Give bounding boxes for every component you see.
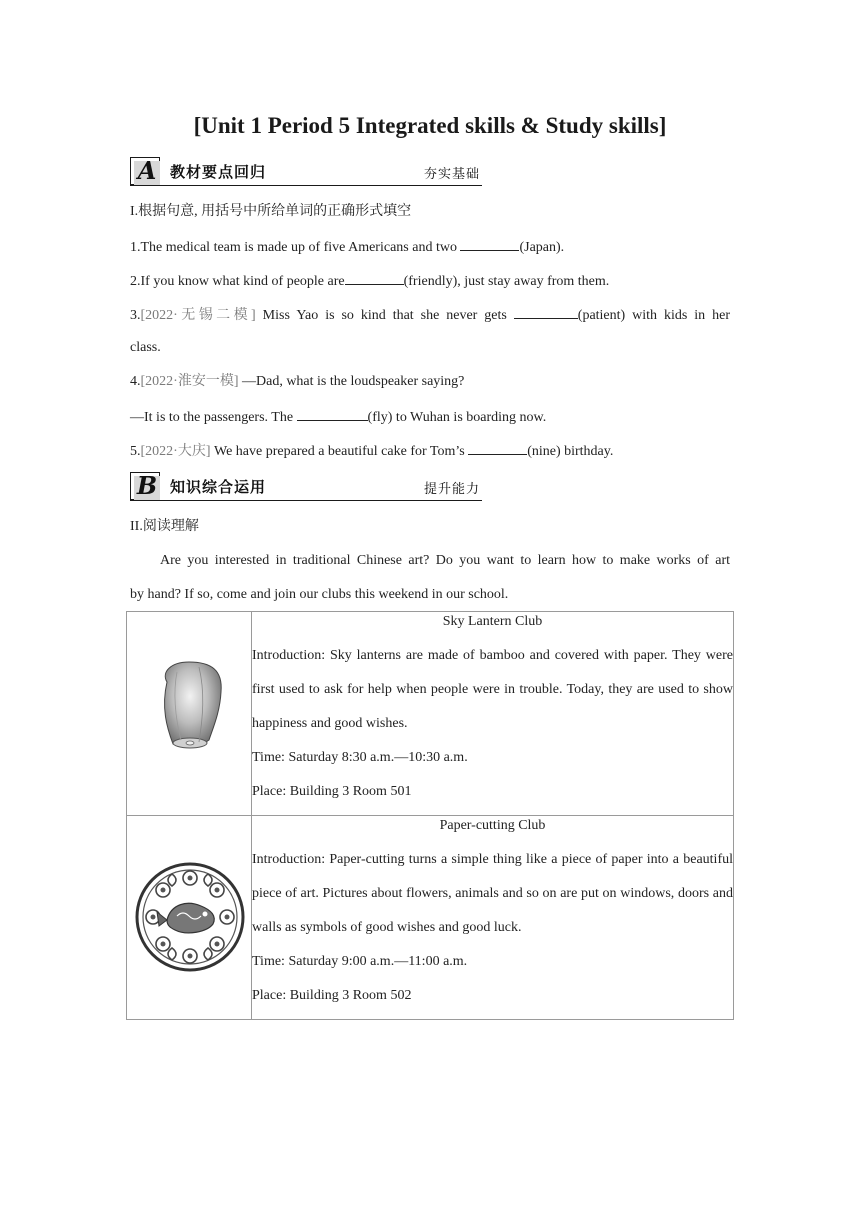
q1-blank [460,236,519,251]
club-introduction: Introduction: Paper-cutting turns a simple thing like a piece of paper into a beautiful piece of art. Pictures about flowers, animals and so on are put on windows, doors and walls as symbols of good wishes and good luck. [252,852,733,935]
q3-hint: (patient) with kids in her [577,308,730,323]
club-time: Time: Saturday 9:00 a.m.—11:00 a.m. [252,954,468,969]
q2-text: If you know what kind of people are [140,274,345,289]
q5-source: [2022·大庆] [140,444,211,459]
q5-blank [468,440,527,455]
question-3-continued: class. [130,340,161,355]
reading-intro-line-1: Are you interested in traditional Chinese art? Do you want to learn how to make works of art [160,553,730,568]
section-b-badge [130,472,160,500]
section-b-tag: 提升能力 [423,482,480,497]
question-3 [130,304,730,326]
club-image-cell [127,612,252,816]
q1-number: 1. [130,240,141,255]
q4-text: —Dad, what is the loudspeaker saying? [238,374,465,389]
q2-number: 2. [130,274,141,289]
club-place: Place: Building 3 Room 501 [252,784,412,799]
q3-text: Miss Yao is so kind that she never gets [255,308,514,323]
section-b-name: 知识综合运用 [170,478,267,496]
page-title: [Unit 1 Period 5 Integrated skills & Study skills] [193,113,667,138]
club-place: Place: Building 3 Room 502 [252,988,412,1003]
section-b-letter: B [136,471,158,500]
club-image-cell [127,816,252,1020]
clubs-table [126,611,734,1020]
q4-hint: (fly) to Wuhan is boarding now. [367,410,547,425]
section-a-rule [130,185,482,186]
club-row-paper-cutting [127,816,734,1020]
q1-text: The medical team is made up of five Americans and two [140,240,461,255]
section-a-tag: 夯实基础 [423,167,480,182]
reading-intro-line-2: by hand? If so, come and join our clubs this weekend in our school. [130,587,509,602]
q1-hint: (Japan). [519,240,565,255]
question-1 [130,236,730,258]
section-a-badge [130,157,160,185]
club-time: Time: Saturday 8:30 a.m.—10:30 a.m. [252,750,468,765]
section-b-banner [130,472,482,502]
question-2 [130,270,730,292]
sky-lantern-image [127,612,251,815]
part1-heading: I.根据句意, 用括号中所给单词的正确形式填空 [130,204,412,219]
paper-cutting-image [127,816,251,1019]
question-4-line-2 [130,406,730,428]
club-info-cell [252,612,734,816]
club-name: Sky Lantern Club [442,614,543,629]
section-a-name: 教材要点回归 [170,163,267,181]
q4-source: [2022·淮安一模] [140,374,239,389]
q5-text: We have prepared a beautiful cake for Tom’s [210,444,469,459]
q5-number: 5. [130,444,141,459]
section-a-banner [130,157,482,187]
section-b-rule [130,500,482,501]
q2-hint: (friendly), just stay away from them. [403,274,610,289]
club-name: Paper-cutting Club [439,818,546,833]
q4-number: 4. [130,374,141,389]
q4-line2: —It is to the passengers. The [130,410,297,425]
q4-blank [297,406,368,421]
club-introduction: Introduction: Sky lanterns are made of bamboo and covered with paper. They were first used to ask for help when people were in trouble. Today, they are used to show happiness and good wishes. [252,648,733,731]
question-4 [130,372,730,392]
q3-source: [2022·无锡二模] [140,308,256,323]
part2-heading: II.阅读理解 [130,519,199,534]
club-info-cell [252,816,734,1020]
section-a-letter: A [137,156,157,185]
q5-hint: (nine) birthday. [527,444,614,459]
club-row-sky-lantern [127,612,734,816]
q3-number: 3. [130,308,141,323]
q3-blank [514,304,578,319]
q2-blank [345,270,404,285]
question-5 [130,440,730,462]
